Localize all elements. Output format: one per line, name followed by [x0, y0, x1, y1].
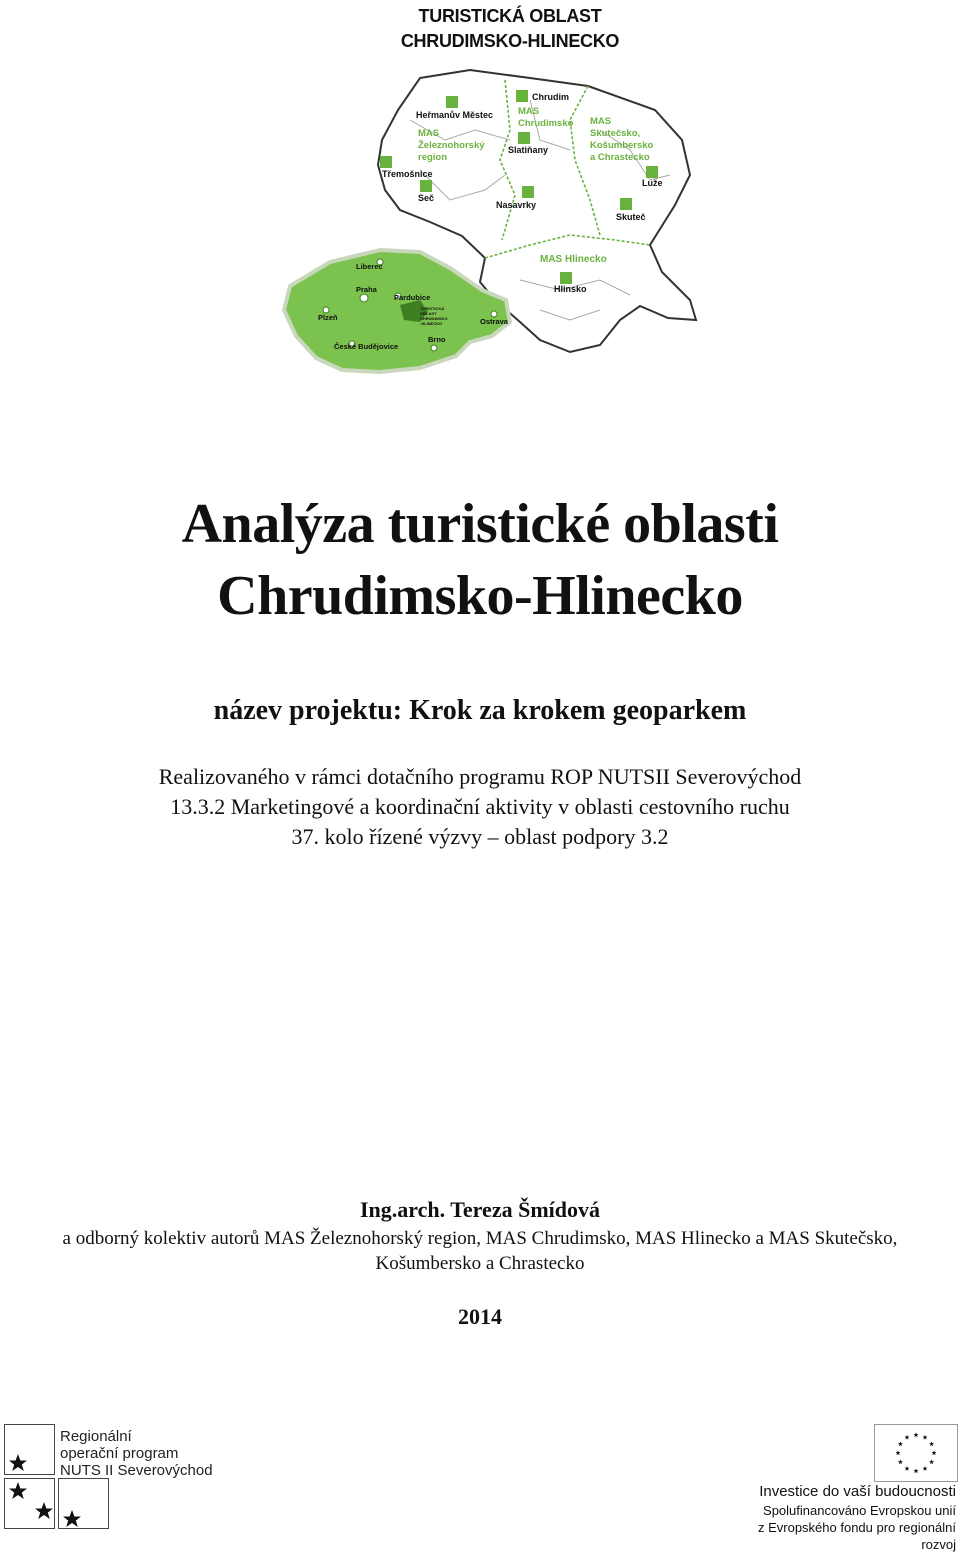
label-slatinany: Slatiňany: [508, 145, 549, 155]
label-inset-3: CHRUDIMSKO: [420, 316, 448, 321]
eu-line3: z Evropského fondu pro regionální rozvoj: [757, 1520, 956, 1552]
program-line2: 13.3.2 Marketingové a koordinační aktivity v oblasti cestovního ruchu: [170, 794, 790, 819]
label-mas-sk-4: a Chrastecko: [590, 152, 650, 163]
eu-star-icon: [923, 1466, 928, 1471]
label-mas-sk-1: MAS: [590, 116, 612, 127]
eu-flag-icon: [874, 1424, 958, 1482]
eu-star-icon: [905, 1466, 910, 1471]
label-mas-sk-2: Skutečsko,: [590, 128, 641, 139]
project-name: název projektu: Krok za krokem geoparkem: [213, 695, 747, 726]
eu-star-icon: [898, 1441, 903, 1446]
label-mas-zel-3: region: [418, 152, 448, 163]
eu-logo: [720, 1420, 958, 1552]
eu-line1: Investice do vaší budoucnosti: [759, 1483, 956, 1500]
rop-line2: operační program: [60, 1445, 179, 1462]
rop-line1: Regionální: [60, 1428, 132, 1445]
eu-star-icon: [905, 1435, 910, 1440]
label-mas-chr-1: MAS: [518, 106, 540, 117]
author-name: Ing.arch. Tereza Šmídová: [360, 1197, 600, 1222]
map-graphic: [270, 0, 710, 390]
rop-line3: NUTS II Severovýchod: [60, 1462, 213, 1479]
region-map: [270, 0, 710, 390]
label-nasavrky: Nasavrky: [496, 200, 537, 210]
label-mas-zel-1: MAS: [418, 128, 440, 139]
label-liberec: Liberec: [356, 262, 383, 271]
label-skutec: Skuteč: [616, 212, 646, 222]
eu-star-icon: [932, 1450, 937, 1455]
eu-star-icon: [929, 1459, 934, 1464]
label-sec: Seč: [418, 193, 435, 203]
label-inset-1: TURISTICKÁ: [420, 306, 445, 311]
author-team: [0, 1226, 960, 1276]
label-luze: Luže: [642, 178, 663, 188]
document-title: [0, 488, 960, 632]
map-title-line2: CHRUDIMSKO-HLINECKO: [400, 31, 620, 51]
label-brno: Brno: [428, 335, 446, 344]
label-mas-zel-2: Železnohorský: [418, 140, 485, 151]
program-info: [0, 762, 960, 852]
year: 2014: [458, 1304, 502, 1329]
label-plzen: Plzeň: [318, 313, 338, 322]
eu-star-icon: [914, 1468, 919, 1473]
label-mas-hlinecko: MAS Hlinecko: [540, 254, 607, 265]
label-hermanuv-mestec: Heřmanův Městec: [416, 110, 494, 120]
label-praha: Praha: [356, 285, 377, 294]
map-title-line1: TURISTICKÁ OBLAST: [418, 6, 602, 26]
eu-line2: Spolufinancováno Evropskou unií: [763, 1503, 956, 1518]
label-hlinsko: Hlinsko: [554, 284, 587, 294]
label-ostrava: Ostrava: [480, 317, 508, 326]
label-inset-2: OBLAST: [420, 311, 437, 316]
eu-star-icon: [923, 1435, 928, 1440]
label-pardubice: Pardubice: [394, 293, 431, 302]
label-mas-sk-3: Košumbersko: [590, 140, 654, 151]
label-mas-chr-2: Chrudimsko: [518, 118, 574, 129]
eu-star-icon: [898, 1459, 903, 1464]
eu-text: [720, 1482, 956, 1553]
title-line2: Chrudimsko-Hlinecko: [217, 565, 743, 627]
label-inset-4: -HLINECKO: [420, 321, 443, 326]
program-line1: Realizovaného v rámci dotačního programu ROP NUTSII Severovýchod: [158, 764, 802, 789]
program-line3: 37. kolo řízené výzvy – oblast podpory 3.2: [291, 824, 669, 849]
title-line1: Analýza turistické oblasti: [181, 493, 779, 555]
label-tremosnice: Třemošnice: [382, 169, 433, 179]
label-ceske-budejovice: České Budějovice: [334, 342, 399, 351]
rop-logo: [4, 1424, 224, 1530]
eu-star-icon: [914, 1432, 919, 1437]
eu-star-icon: [896, 1450, 901, 1455]
eu-star-icon: [929, 1441, 934, 1446]
team-line1: a odborný kolektiv autorů MAS Železnohorský region, MAS Chrudimsko, MAS Hlinecko a MAS Skutečsko,: [62, 1228, 898, 1249]
rop-text: [60, 1428, 240, 1479]
team-line2: Košumbersko a Chrastecko: [375, 1253, 585, 1274]
czech-inset-map: [284, 250, 510, 372]
label-chrudim: Chrudim: [532, 92, 569, 102]
